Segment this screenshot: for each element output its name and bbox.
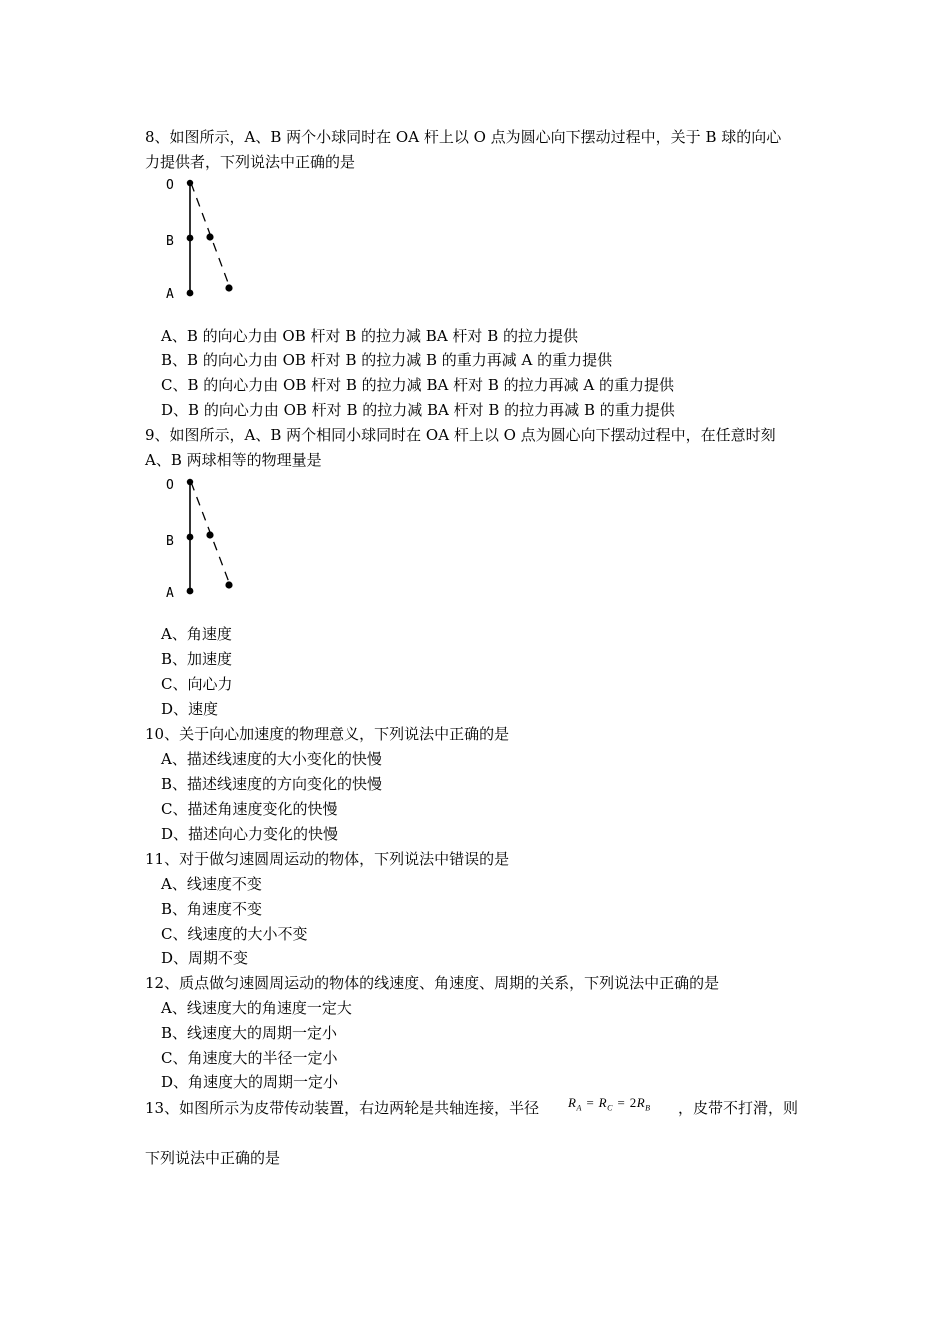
ball-b (187, 235, 194, 242)
q12-stem: 12、质点做匀速圆周运动的物体的线速度、角速度、周期的关系，下列说法中正确的是 (145, 974, 720, 992)
q13-stem-part1: 13、如图所示为皮带传动装置，右边两轮是共轴连接，半径 (145, 1099, 540, 1117)
q11-option-d: D、周期不变 (161, 949, 249, 967)
label-a: A (166, 287, 174, 300)
q9-pendulum-figure (160, 473, 250, 598)
q10-option-c: C、描述角速度变化的快慢 (161, 800, 338, 818)
q9-option-a: A、角速度 (161, 625, 232, 643)
q8-stem-line2: 力提供者，下列说法中正确的是 (145, 153, 356, 171)
ball-b-swung (206, 531, 213, 538)
q12-option-a: A、线速度大的角速度一定大 (161, 999, 352, 1017)
q12-option-d: D、角速度大的周期一定小 (161, 1073, 339, 1091)
ball-a (187, 588, 194, 595)
q11-stem: 11、对于做匀速圆周运动的物体，下列说法中错误的是 (145, 850, 510, 868)
q9-option-b: B、加速度 (161, 650, 233, 668)
q9-option-d: D、速度 (161, 700, 219, 718)
q9-stem-line2: A、B 两球相等的物理量是 (145, 451, 322, 469)
q8-option-d: D、B 的向心力由 OB 杆对 B 的拉力减 BA 杆对 B 的拉力再减 B 的重力提供 (161, 401, 675, 419)
q8-option-c: C、B 的向心力由 OB 杆对 B 的拉力减 BA 杆对 B 的拉力再减 A 的重力提供 (161, 376, 675, 394)
q11-option-c: C、线速度的大小不变 (161, 925, 308, 943)
ball-b-swung (206, 233, 213, 240)
q10-option-b: B、描述线速度的方向变化的快慢 (161, 775, 383, 793)
ball-a (187, 290, 194, 297)
q11-option-a: A、线速度不变 (161, 875, 262, 893)
q12-option-c: C、角速度大的半径一定小 (161, 1049, 338, 1067)
q8-option-b: B、B 的向心力由 OB 杆对 B 的拉力减 B 的重力再减 A 的重力提供 (161, 351, 613, 369)
label-b: B (166, 534, 174, 549)
ball-a-swung (225, 581, 232, 588)
q10-option-d: D、描述向心力变化的快慢 (161, 825, 339, 843)
q12-option-b: B、线速度大的周期一定小 (161, 1024, 338, 1042)
ball-b (187, 534, 194, 541)
label-a: A (166, 586, 174, 598)
q10-stem: 10、关于向心加速度的物理意义，下列说法中正确的是 (145, 725, 510, 743)
q13-radius-formula: $R_A = R_C = 2R_B$ (568, 1095, 651, 1113)
q11-option-b: B、角速度不变 (161, 900, 263, 918)
q10-option-a: A、描述线速度的大小变化的快慢 (161, 750, 382, 768)
label-o: O (166, 478, 174, 493)
q8-stem-line1: 8、如图所示，A、B 两个小球同时在 OA 杆上以 O 点为圆心向下摆动过程中，关于 B 球的向心 (145, 128, 782, 146)
q9-stem-line1: 9、如图所示，A、B 两个相同小球同时在 OA 杆上以 O 点为圆心向下摆动过程中，在任意时刻 (145, 426, 776, 444)
q9-option-c: C、向心力 (161, 675, 233, 693)
ball-a-swung (225, 284, 232, 291)
q13-stem-line2: 下列说法中正确的是 (145, 1149, 281, 1167)
label-b: B (166, 234, 174, 249)
q13-stem-part2: ，皮带不打滑，则 (678, 1099, 799, 1117)
q8-option-a: A、B 的向心力由 OB 杆对 B 的拉力减 BA 杆对 B 的拉力提供 (161, 327, 578, 345)
label-o: O (166, 178, 174, 193)
q8-pendulum-figure (160, 175, 250, 300)
